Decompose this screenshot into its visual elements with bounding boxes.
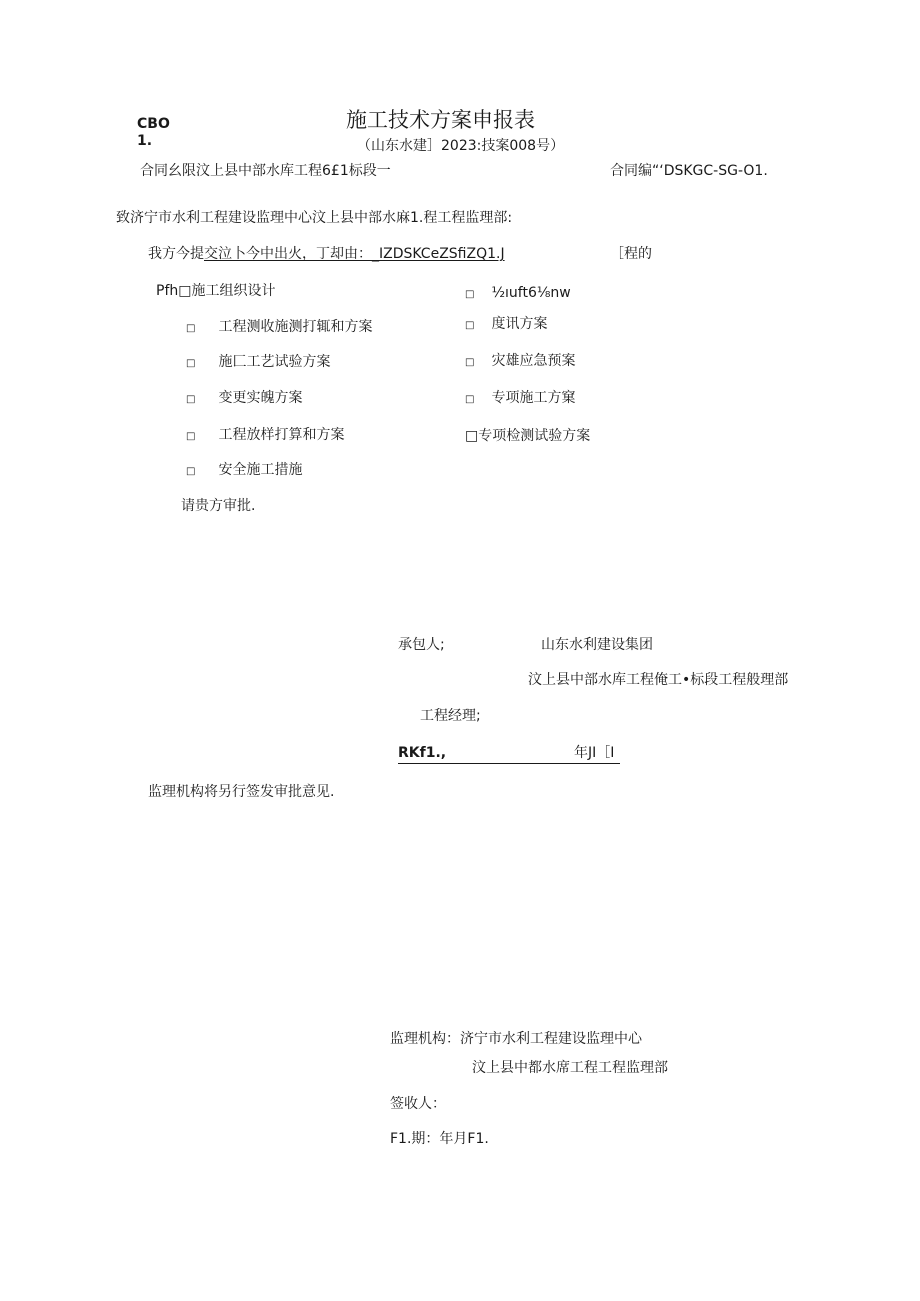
option-label: 施匚工艺试验方案 bbox=[218, 354, 331, 370]
checkbox-icon[interactable]: □ bbox=[465, 320, 475, 331]
supervision-org: 监理机构：济宁市水利工程建设监理中心 bbox=[390, 1031, 642, 1047]
form-code-suffix: 1. bbox=[137, 133, 153, 149]
checkbox-icon[interactable]: □ bbox=[186, 431, 196, 442]
checkbox-icon[interactable]: □ bbox=[186, 466, 196, 477]
supervision-department: 汶上县中都水席工程工程监理部 bbox=[472, 1060, 668, 1076]
option-safety-measures bbox=[186, 462, 302, 479]
contractor-department: 汶上县中部水库工程俺工•标段工程般理部 bbox=[528, 672, 789, 688]
checkbox-icon[interactable]: □ bbox=[186, 358, 196, 369]
contractor-label: 承包人; bbox=[398, 637, 445, 653]
addressee: 致济宁市水利工程建设监理中心汶上县中部水麻1.程工程监理部: bbox=[116, 210, 513, 226]
option-right-1 bbox=[465, 285, 571, 302]
option-survey-plan bbox=[186, 319, 372, 336]
submit-prefix: 我方今提 bbox=[148, 246, 204, 262]
option-special-test: □专项检测试验方案 bbox=[465, 428, 591, 444]
option-process-test bbox=[186, 354, 330, 371]
option-label: 变更实魄方案 bbox=[218, 390, 303, 406]
option-label: 工程放样打算和方案 bbox=[218, 427, 345, 443]
checkbox-icon[interactable]: □ bbox=[186, 394, 196, 405]
option-flood-plan bbox=[465, 316, 547, 333]
submit-suffix: ［程的 bbox=[610, 246, 652, 262]
signature-date: 年JI［I bbox=[574, 745, 615, 761]
signature-prefix: RKf1., bbox=[398, 745, 447, 761]
contractor-name: 山东水利建设集团 bbox=[541, 637, 653, 653]
option-construction-design: Pfh□施工组织设计 bbox=[156, 283, 276, 299]
supervision-note: 监理机构将另行签发审批意见. bbox=[148, 784, 335, 800]
doc-number: （山东水建］2023:技案008号） bbox=[357, 138, 565, 154]
submit-statement bbox=[148, 246, 505, 263]
contract-name: 合同幺限汶上县中部水库工程6£1标段一 bbox=[140, 163, 391, 179]
submit-filled-text: 交泣卜今中出火，丁却由：_IZDSKCeZSfiZQ1.J bbox=[204, 246, 505, 262]
manager-signature-line bbox=[398, 745, 620, 764]
option-layout-plan bbox=[186, 427, 344, 444]
checkbox-icon[interactable]: □ bbox=[186, 323, 196, 334]
request-text: 请贵方审批. bbox=[181, 498, 256, 514]
option-emergency-plan bbox=[465, 353, 575, 370]
option-special-construction bbox=[465, 390, 575, 407]
manager-label: 工程经理; bbox=[420, 708, 481, 724]
checkbox-icon[interactable]: □ bbox=[465, 357, 475, 368]
option-label: 安全施工措施 bbox=[218, 462, 303, 478]
option-label: ½ıuft6⅛nw bbox=[491, 285, 571, 301]
option-label: 度讯方案 bbox=[491, 316, 548, 332]
form-code: CBO bbox=[137, 116, 170, 132]
page-title: 施工技术方案申报表 bbox=[346, 108, 535, 132]
checkbox-icon[interactable]: □ bbox=[465, 289, 475, 300]
date-label: F1.期：年月F1. bbox=[390, 1131, 489, 1147]
contract-number: 合同编“‘DSKGC-SG-O1. bbox=[610, 163, 768, 179]
option-label: 工程测收施测打辄和方案 bbox=[218, 319, 373, 335]
checkbox-icon[interactable]: □ bbox=[465, 394, 475, 405]
option-label: 灾雄应急预案 bbox=[491, 353, 576, 369]
option-label: 专项施工方窠 bbox=[491, 390, 576, 406]
receiver-label: 签收人： bbox=[390, 1096, 446, 1112]
option-change-plan bbox=[186, 390, 302, 407]
